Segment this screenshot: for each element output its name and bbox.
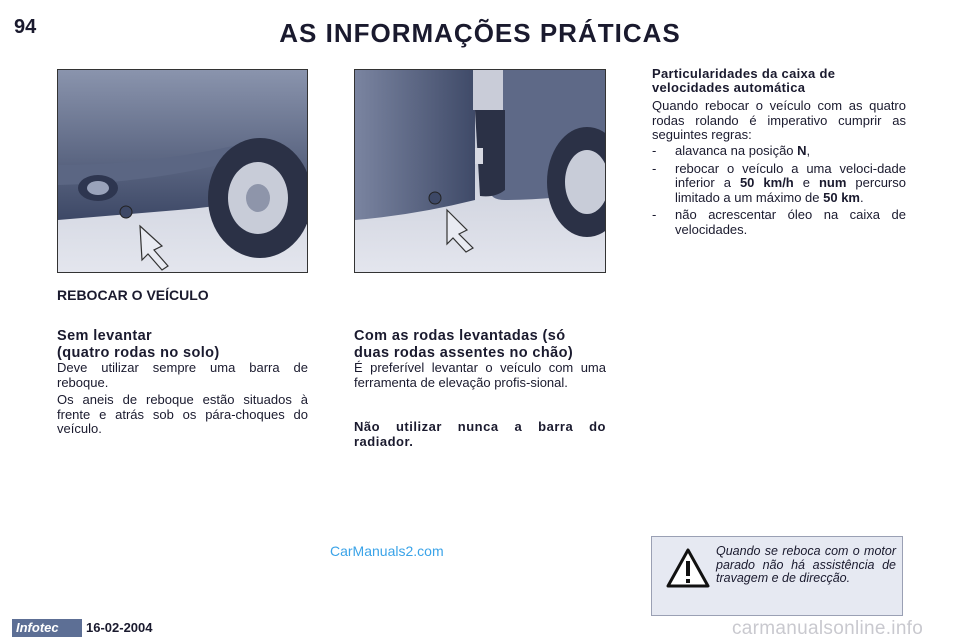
col1-body (57, 361, 308, 440)
item2-text: rebocar o veículo a uma veloci-dade inferior a (675, 160, 906, 190)
item2-bold-num: num (818, 175, 847, 190)
item3-text: não acrescentar óleo na caixa de velocidades. (675, 207, 906, 237)
col2-paragraph-1: É preferível levantar o veículo com uma ferramenta de elevação profis-sional. (354, 360, 606, 390)
item2-bold-distance: 50 km (823, 189, 860, 205)
col1-heading (57, 328, 312, 362)
item1-text: alavanca na posição (675, 143, 798, 158)
list-dash: - (652, 207, 657, 222)
footer-logo: Infotec (12, 619, 82, 637)
footer-site-text: carmanualsonline.info (732, 618, 924, 639)
list-item (652, 144, 906, 159)
footer-date: 16-02-2004 (86, 620, 153, 635)
list-dash: - (652, 143, 657, 158)
list-item (652, 208, 906, 237)
col2-heading (354, 328, 609, 362)
item2-mid: e (793, 175, 819, 190)
page-number: 94 (14, 16, 37, 38)
rear-tow-ring-photo (354, 69, 606, 273)
warning-triangle-icon (666, 547, 710, 589)
item2-bold-speed: 50 km/h (739, 175, 794, 190)
col3-intro: Quando rebocar o veículo com as quatro rodas rolando é imperativo cumprir as seguintes regras: (652, 98, 906, 142)
front-tow-ring-photo (57, 69, 308, 273)
col3-heading: Particularidades da caixa de velocidades automática (652, 66, 836, 95)
list-dash: - (652, 160, 657, 176)
col2-warning-text: Não utilizar nunca a barra do radiador. (354, 419, 606, 449)
item2-text2: percurso limitado a um máximo de (675, 175, 906, 205)
item1-end: , (806, 143, 811, 158)
watermark-text: CarManuals2.com (330, 543, 444, 559)
col2-heading-line2: duas rodas assentes no chão) (354, 345, 574, 361)
col3-rules-list (652, 144, 906, 240)
col1-heading-line2: (quatro rodas no solo) (57, 345, 220, 361)
item2-end: . (860, 189, 864, 205)
col1-paragraph-1: Deve utilizar sempre uma barra de reboque. (57, 360, 308, 390)
front-bumper-illustration (58, 70, 308, 273)
col2-heading-line1: Com as rodas levantadas (só (354, 328, 566, 344)
section-heading: REBOCAR O VEÍCULO (57, 287, 209, 303)
col1-paragraph-2: Os aneis de reboque estão situados à frente e atrás sob os pára-choques do veículo. (57, 392, 308, 436)
note-text: Quando se reboca com o motor parado não há assistência de travagem e de direcção. (716, 544, 896, 585)
page-title: AS INFORMAÇÕES PRÁTICAS (279, 18, 681, 48)
list-item (652, 162, 906, 206)
note-box (651, 536, 903, 616)
rear-bumper-illustration (355, 70, 606, 273)
item1-bold: N (797, 143, 807, 158)
col2-body (354, 361, 606, 390)
col1-heading-line1: Sem levantar (57, 328, 153, 344)
